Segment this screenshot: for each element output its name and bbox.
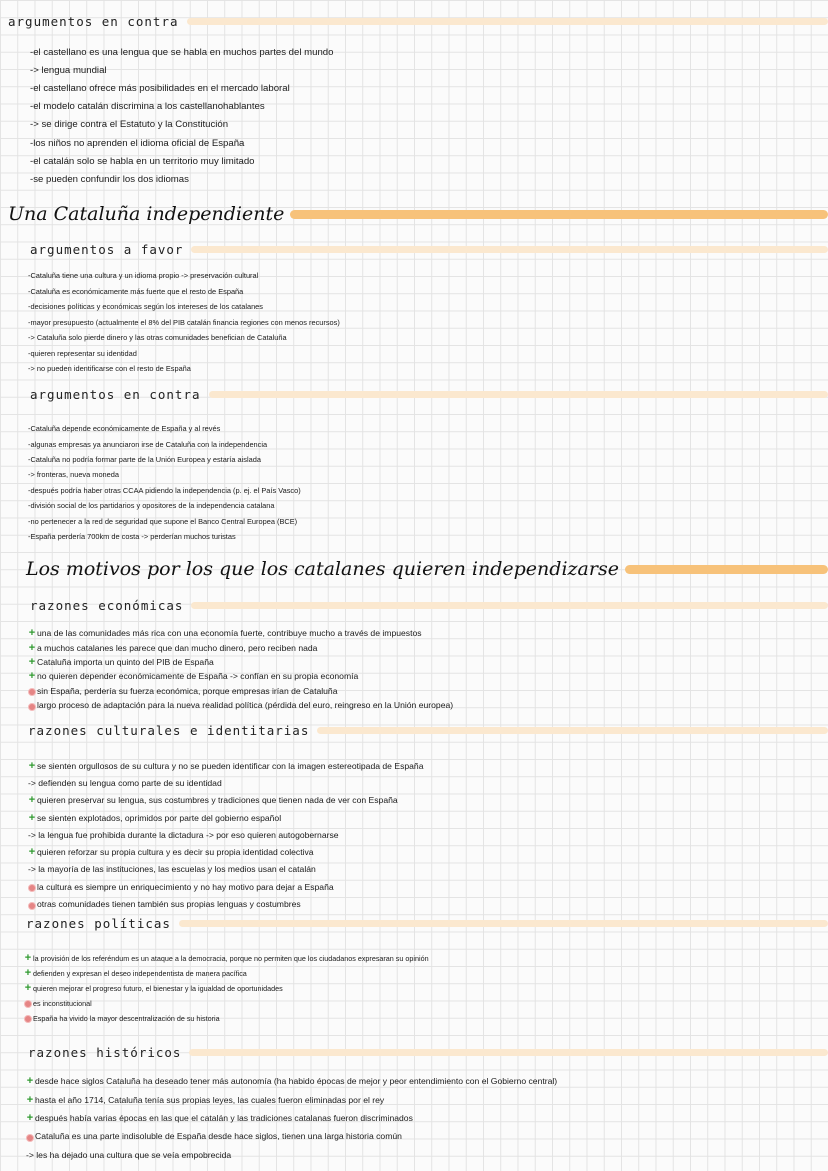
list-item-text: -> la mayoría de las instituciones, las escuelas y los medios usan el catalán [28, 864, 316, 875]
list-item-text: -> se dirige contra el Estatuto y la Constitución [30, 119, 229, 131]
heading-text: argumentos en contra [30, 387, 201, 402]
list-item [30, 43, 333, 61]
list-item-text: es inconstitucional [33, 998, 92, 1008]
list-item [28, 361, 340, 377]
list-item [28, 826, 424, 843]
plus-icon: + [28, 759, 36, 772]
list-item [24, 966, 429, 981]
plus-icon: + [28, 794, 36, 807]
list-item [28, 346, 340, 362]
list-item [30, 170, 333, 188]
list-item-text: -> lengua mundial [30, 64, 107, 76]
plus-icon: + [26, 1093, 34, 1106]
list-item [26, 1109, 557, 1127]
plus-icon: + [24, 952, 32, 965]
list-item-text: -> les ha dejado una cultura que se veía empobrecida [26, 1149, 232, 1160]
section-heading-argumentos-en-contra-2 [30, 387, 828, 402]
list-item-text: quieren mejorar el progreso futuro, el bienestar y la igualdad de oportunidades [33, 983, 283, 993]
list-item [28, 895, 424, 912]
list-item-text: -el catalán solo se habla en un territorio muy limitado [30, 155, 255, 167]
list-item [28, 436, 301, 451]
page-title-motivos [26, 558, 828, 580]
list-item [28, 626, 453, 640]
list-item-text: -Cataluña no podría formar parte de la Unión Europea y estaría aislada [28, 454, 261, 464]
heading-highlight [191, 246, 828, 253]
list-item [30, 98, 333, 116]
section-heading-razones-politicas [26, 916, 828, 931]
list-item [28, 669, 453, 683]
list-item-text: -mayor presupuesto (actualmente el 8% del PIB catalán financia regiones con menos recursos) [28, 317, 340, 327]
page-title-cataluna-independiente [8, 203, 828, 225]
minus-dot-icon [24, 1014, 32, 1022]
list-item [28, 655, 453, 669]
heading-highlight [189, 1049, 828, 1056]
list-item-text: -Cataluña tiene una cultura y un idioma propio -> preservación cultural [28, 271, 259, 281]
minus-dot-icon [28, 687, 36, 695]
list-item [24, 981, 429, 996]
list-item-text: -el castellano es una lengua que se habla en muchos partes del mundo [30, 46, 334, 58]
list-item [30, 79, 333, 97]
list-item-text: España ha vivido la mayor descentralización de su historia [33, 1013, 220, 1023]
heading-text: argumentos en contra [8, 14, 179, 29]
list-item-text: después había varias épocas en las que el catalán y las tradiciones catalanas fueron discriminados [35, 1112, 413, 1123]
section-heading-razones-culturales [28, 723, 828, 738]
heading-highlight [191, 602, 828, 609]
list-item-text: la provisión de los referéndum es un ataque a la democracia, porque no permiten que los ciudadanos expresaran su opinión [33, 953, 429, 963]
list-item-text: -se pueden confundir los dos idiomas [30, 173, 189, 185]
list-item-text: se sienten orgullosos de su cultura y no se pueden identificar con la imagen estereotipada de España [37, 760, 424, 771]
list-item [24, 1011, 429, 1026]
list-item [24, 951, 429, 966]
list-item-text: Cataluña es una parte indisoluble de España desde hace siglos, tienen una larga historia común [35, 1131, 402, 1142]
list-item [28, 452, 301, 467]
list-item [28, 843, 424, 860]
title-text: Una Cataluña independiente [8, 203, 285, 225]
title-highlight [625, 565, 828, 574]
heading-highlight [317, 727, 828, 734]
plus-icon: + [24, 982, 32, 995]
list-item-text: -quieren representar su identidad [28, 348, 137, 358]
list-item-text: -división social de los partidarios y opositores de la independencia catalana [28, 501, 275, 511]
list-item [28, 809, 424, 826]
list-item [28, 315, 340, 331]
list-item [28, 483, 301, 498]
list-item-text: -> Cataluña solo pierde dinero y las otras comunidades benefician de Cataluña [28, 333, 287, 343]
list-item-text: -el modelo catalán discrimina a los castellanohablantes [30, 101, 265, 113]
list-item [28, 861, 424, 878]
list-item-text: la cultura es siempre un enriquecimiento y no hay motivo para dejar a España [37, 881, 334, 892]
plus-icon: + [24, 967, 32, 980]
heading-text: argumentos a favor [30, 242, 184, 257]
reasons-list-economic [28, 626, 453, 712]
section-heading-razones-historicos [28, 1045, 828, 1060]
title-text: Los motivos por los que los catalanes quieren independizarse [26, 558, 619, 580]
list-item-text: quieren reforzar su propia cultura y es decir su propia identidad colectiva [37, 847, 314, 858]
section-heading-argumentos-en-contra-1 [8, 14, 828, 29]
list-item [28, 684, 453, 698]
plus-icon: + [26, 1075, 34, 1088]
list-item [28, 529, 301, 544]
list-item [28, 330, 340, 346]
minus-dot-icon [24, 999, 32, 1007]
list-item-text: -> no pueden identificarse con el resto de España [28, 364, 191, 374]
list-item-text: largo proceso de adaptación para la nueva realidad política (pérdida del euro, reingreso en la Unión europea) [37, 700, 454, 711]
list-item [28, 284, 340, 300]
list-item-text: otras comunidades tienen también sus propias lenguas y costumbres [37, 899, 301, 910]
list-item-text: -después podría haber otras CCAA pidiendo la independencia (p. ej. el País Vasco) [28, 485, 301, 495]
plus-icon: + [28, 627, 36, 640]
list-item [26, 1146, 557, 1164]
list-item-text: -Cataluña es económicamente más fuerte que el resto de España [28, 286, 244, 296]
list-item-text: defienden y expresan el deseo independentista de manera pacífica [33, 968, 247, 978]
list-item [24, 996, 429, 1011]
list-item-text: no quieren depender económicamente de España -> confían en su propia economía [37, 671, 359, 682]
list-item-text: una de las comunidades más rica con una economía fuerte, contribuye mucho a través de impuestos [37, 628, 422, 639]
list-item [28, 513, 301, 528]
title-highlight [290, 210, 828, 219]
list-item-text: se sienten explotados, oprimidos por parte del gobierno español [37, 812, 282, 823]
section-heading-razones-economicas [30, 598, 828, 613]
plus-icon: + [28, 670, 36, 683]
heading-text: razones históricos [28, 1045, 182, 1060]
reasons-list-political [24, 951, 429, 1025]
list-item-text: -España perdería 700km de costa -> perderían muchos turistas [28, 531, 236, 541]
list-item-text: Cataluña importa un quinto del PIB de España [37, 656, 214, 667]
list-item [28, 467, 301, 482]
heading-highlight [209, 391, 828, 398]
list-item [30, 116, 333, 134]
list-item [26, 1072, 557, 1090]
list-item-text: sin España, perdería su fuerza económica, porque empresas irían de Cataluña [37, 685, 338, 696]
reasons-list-cultural [28, 757, 424, 913]
heading-text: razones económicas [30, 598, 184, 613]
list-item-text: -Cataluña depende económicamente de España y al revés [28, 424, 221, 434]
list-item-text: desde hace siglos Cataluña ha deseado tener más autonomía (ha habido épocas de mejor y peor entendimiento con el Gobierno central) [35, 1076, 558, 1087]
list-item [28, 299, 340, 315]
minus-dot-icon [26, 1132, 34, 1140]
list-item [28, 757, 424, 774]
plus-icon: + [28, 846, 36, 859]
plus-icon: + [28, 641, 36, 654]
argument-list-favor [28, 268, 340, 377]
list-item [28, 878, 424, 895]
list-item [28, 698, 453, 712]
list-item-text: quieren preservar su lengua, sus costumbres y tradiciones que tienen nada de ver con España [37, 795, 398, 806]
list-item-text: -no pertenecer a la red de seguridad que supone el Banco Central Europea (BCE) [28, 516, 298, 526]
list-item [28, 792, 424, 809]
list-item-text: -> fronteras, nueva moneda [28, 470, 120, 480]
minus-dot-icon [28, 701, 36, 709]
argument-list-contra-language [30, 43, 333, 189]
list-item [30, 152, 333, 170]
list-item [28, 268, 340, 284]
list-item-text: -algunas empresas ya anunciaron irse de Cataluña con la independencia [28, 439, 268, 449]
heading-highlight [187, 18, 828, 25]
list-item-text: a muchos catalanes les parece que dan mucho dinero, pero reciben nada [37, 642, 318, 653]
minus-dot-icon [28, 900, 36, 908]
heading-text: razones culturales e identitarias [28, 723, 310, 738]
minus-dot-icon [28, 883, 36, 891]
list-item [30, 134, 333, 152]
list-item-text: -> la lengua fue prohibida durante la dictadura -> por eso quieren autogobernarse [28, 829, 339, 840]
list-item [26, 1127, 557, 1145]
list-item [28, 421, 301, 436]
section-heading-argumentos-a-favor [30, 242, 828, 257]
plus-icon: + [26, 1111, 34, 1124]
list-item [28, 774, 424, 791]
argument-list-contra-independence [28, 421, 301, 544]
list-item-text: hasta el año 1714, Cataluña tenía sus propias leyes, las cuales fueron eliminadas por el rey [35, 1094, 385, 1105]
list-item [30, 61, 333, 79]
list-item-text: -decisiones políticas y económicas según los intereses de los catalanes [28, 302, 263, 312]
list-item-text: -los niños no aprenden el idioma oficial de España [30, 137, 245, 149]
list-item [28, 498, 301, 513]
list-item [28, 640, 453, 654]
list-item-text: -> defienden su lengua como parte de su identidad [28, 777, 222, 788]
reasons-list-historical [26, 1072, 557, 1164]
heading-text: razones políticas [26, 916, 171, 931]
list-item [26, 1090, 557, 1108]
heading-highlight [179, 920, 828, 927]
list-item-text: -el castellano ofrece más posibilidades en el mercado laboral [30, 82, 290, 94]
plus-icon: + [28, 655, 36, 668]
plus-icon: + [28, 811, 36, 824]
